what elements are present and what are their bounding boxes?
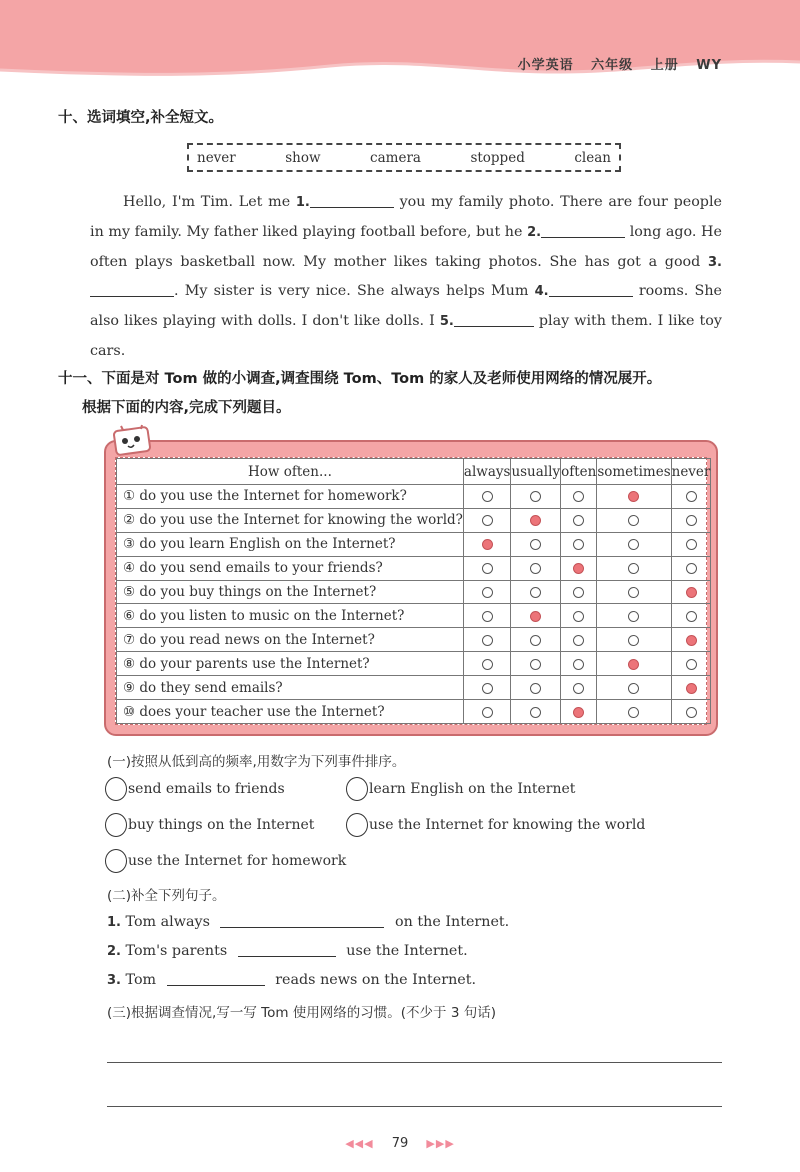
blank-number: 1. xyxy=(295,195,310,210)
header-grade: 六年级 xyxy=(591,58,634,73)
rank-item-label: learn English on the Internet xyxy=(369,781,576,797)
empty-circle-icon xyxy=(482,707,493,718)
selected-circle-icon xyxy=(573,707,584,718)
frequency-cell xyxy=(561,604,597,628)
survey-question: ② do you use the Internet for knowing the world? xyxy=(117,508,464,532)
frequency-cell xyxy=(561,700,597,724)
blank-number: 2. xyxy=(527,224,542,240)
rank-item-label: buy things on the Internet xyxy=(128,817,315,833)
empty-circle-icon xyxy=(573,611,584,622)
table-row xyxy=(117,700,711,724)
part3-title: (三)根据调查情况,写一写 Tom 使用网络的习惯。(不少于 3 句话) xyxy=(107,1005,496,1021)
frequency-cell xyxy=(671,508,711,532)
part2-title: (二)补全下列句子。 xyxy=(107,888,226,904)
frequency-cell xyxy=(671,556,711,580)
rank-item xyxy=(346,777,575,801)
empty-circle-icon xyxy=(686,515,697,526)
frequency-cell xyxy=(463,485,511,509)
survey-question: ④ do you send emails to your friends? xyxy=(117,556,464,580)
passage xyxy=(90,188,722,366)
empty-circle-icon xyxy=(628,563,639,574)
table-row xyxy=(117,532,711,556)
rank-input[interactable] xyxy=(105,813,127,837)
section11-title: 十一、下面是对 Tom 做的小调查,调查围绕 Tom、Tom 的家人及老师使用网络的情况展开。 xyxy=(58,371,662,387)
sentence-text: reads news on the Internet. xyxy=(270,972,477,988)
survey-question: ⑦ do you read news on the Internet? xyxy=(117,628,464,652)
empty-circle-icon xyxy=(482,611,493,622)
word-bank-item: clean xyxy=(574,149,611,166)
passage-text: play with them. I like toy cars. xyxy=(90,313,722,359)
sentence-1 xyxy=(107,913,509,930)
frequency-cell xyxy=(597,485,671,509)
frequency-cell xyxy=(463,556,511,580)
part1-title: (一)按照从低到高的频率,用数字为下列事件排序。 xyxy=(107,754,406,770)
empty-circle-icon xyxy=(530,659,541,670)
frequency-cell xyxy=(463,532,511,556)
empty-circle-icon xyxy=(686,539,697,550)
table-header-always: always xyxy=(463,459,511,485)
empty-circle-icon xyxy=(482,491,493,502)
empty-circle-icon xyxy=(482,683,493,694)
table-row xyxy=(117,556,711,580)
table-header-usually: usually xyxy=(511,459,561,485)
frequency-cell xyxy=(511,628,561,652)
blank-5[interactable] xyxy=(454,312,534,327)
empty-circle-icon xyxy=(482,659,493,670)
selected-circle-icon xyxy=(530,611,541,622)
frequency-cell xyxy=(597,508,671,532)
empty-circle-icon xyxy=(530,491,541,502)
frequency-cell xyxy=(561,676,597,700)
selected-circle-icon xyxy=(686,587,697,598)
survey-question: ⑥ do you listen to music on the Internet? xyxy=(117,604,464,628)
frequency-cell xyxy=(511,604,561,628)
empty-circle-icon xyxy=(628,539,639,550)
frequency-cell xyxy=(463,652,511,676)
frequency-cell xyxy=(561,485,597,509)
frequency-cell xyxy=(597,604,671,628)
frequency-cell xyxy=(561,628,597,652)
word-bank-item: camera xyxy=(370,149,421,166)
frequency-cell xyxy=(597,628,671,652)
empty-circle-icon xyxy=(573,659,584,670)
word-bank xyxy=(187,143,621,172)
rank-item xyxy=(346,813,645,837)
blank-number: 3. xyxy=(708,254,722,270)
passage-text: you my family photo. There are four people in my family. My father liked playing football before, but he xyxy=(90,194,722,240)
empty-circle-icon xyxy=(686,611,697,622)
empty-circle-icon xyxy=(482,635,493,646)
empty-circle-icon xyxy=(628,635,639,646)
selected-circle-icon xyxy=(686,635,697,646)
section11-title-line2: 根据下面的内容,完成下列题目。 xyxy=(82,400,291,416)
selected-circle-icon xyxy=(628,491,639,502)
word-bank-item: show xyxy=(285,149,321,166)
frequency-cell xyxy=(671,700,711,724)
sentence-text: Tom's parents xyxy=(120,943,232,959)
table-row xyxy=(117,580,711,604)
survey-table xyxy=(116,458,711,724)
frequency-cell xyxy=(511,508,561,532)
selected-circle-icon xyxy=(573,563,584,574)
frequency-cell xyxy=(511,676,561,700)
empty-circle-icon xyxy=(482,587,493,598)
table-row xyxy=(117,508,711,532)
table-row xyxy=(117,604,711,628)
sentence-blank[interactable] xyxy=(238,942,336,957)
survey-question: ⑨ do they send emails? xyxy=(117,676,464,700)
empty-circle-icon xyxy=(573,539,584,550)
empty-circle-icon xyxy=(573,515,584,526)
blank-number: 5. xyxy=(439,314,454,330)
frequency-cell xyxy=(511,556,561,580)
rank-input[interactable] xyxy=(346,777,368,801)
empty-circle-icon xyxy=(573,683,584,694)
frequency-cell xyxy=(671,532,711,556)
sentence-text: on the Internet. xyxy=(390,914,510,930)
frequency-cell xyxy=(561,508,597,532)
frequency-cell xyxy=(597,556,671,580)
rank-input[interactable] xyxy=(105,777,127,801)
writing-line[interactable] xyxy=(107,1062,722,1063)
rank-item xyxy=(105,849,346,873)
table-header-never: never xyxy=(671,459,711,485)
frequency-cell xyxy=(671,628,711,652)
frequency-cell xyxy=(597,532,671,556)
rank-item-label: send emails to friends xyxy=(128,781,285,797)
rank-input[interactable] xyxy=(346,813,368,837)
sentence-number: 2. xyxy=(107,944,121,959)
empty-circle-icon xyxy=(573,635,584,646)
empty-circle-icon xyxy=(482,515,493,526)
table-row xyxy=(117,652,711,676)
frequency-cell xyxy=(511,485,561,509)
survey-frame xyxy=(104,440,718,736)
survey-question: ⑩ does your teacher use the Internet? xyxy=(117,700,464,724)
empty-circle-icon xyxy=(573,587,584,598)
empty-circle-icon xyxy=(628,515,639,526)
empty-circle-icon xyxy=(628,587,639,598)
frequency-cell xyxy=(463,700,511,724)
section10-title: 十、选词填空,补全短文。 xyxy=(58,110,224,126)
empty-circle-icon xyxy=(530,539,541,550)
blank-3[interactable] xyxy=(90,282,174,297)
table-header-sometimes: sometimes xyxy=(597,459,671,485)
blank-4[interactable] xyxy=(549,282,633,297)
page-footer xyxy=(0,1136,800,1151)
passage-text: . My sister is very nice. She always helps Mum xyxy=(174,283,535,300)
selected-circle-icon xyxy=(482,539,493,550)
frequency-cell xyxy=(671,580,711,604)
rank-input[interactable] xyxy=(105,849,127,873)
frequency-cell xyxy=(511,532,561,556)
survey-question: ⑧ do your parents use the Internet? xyxy=(117,652,464,676)
selected-circle-icon xyxy=(628,659,639,670)
blank-number: 4. xyxy=(534,284,549,300)
header-info xyxy=(518,54,722,73)
passage-text: long ago. He often plays basketball now. My mother likes taking photos. She has got a good xyxy=(90,223,722,270)
frequency-cell xyxy=(561,556,597,580)
empty-circle-icon xyxy=(530,563,541,574)
sentence-3 xyxy=(107,971,476,988)
frequency-cell xyxy=(463,580,511,604)
frequency-cell xyxy=(671,652,711,676)
empty-circle-icon xyxy=(573,491,584,502)
frequency-cell xyxy=(561,532,597,556)
frequency-cell xyxy=(597,652,671,676)
empty-circle-icon xyxy=(482,563,493,574)
sentence-number: 3. xyxy=(107,973,121,988)
passage-text: rooms. She also likes playing with dolls. I don't like dolls. I xyxy=(90,283,722,330)
frequency-cell xyxy=(511,652,561,676)
frequency-cell xyxy=(561,580,597,604)
empty-circle-icon xyxy=(686,563,697,574)
empty-circle-icon xyxy=(530,587,541,598)
writing-line[interactable] xyxy=(107,1106,722,1107)
mascot-icon xyxy=(112,424,154,458)
table-row xyxy=(117,628,711,652)
table-row xyxy=(117,485,711,509)
frequency-cell xyxy=(463,604,511,628)
frequency-cell xyxy=(463,676,511,700)
frequency-cell xyxy=(463,628,511,652)
header-edition: WY xyxy=(696,58,722,73)
blank-1[interactable] xyxy=(310,193,394,208)
empty-circle-icon xyxy=(530,707,541,718)
sentence-blank[interactable] xyxy=(167,971,265,986)
frequency-cell xyxy=(671,604,711,628)
word-bank-item: never xyxy=(197,149,236,166)
table-row xyxy=(117,676,711,700)
header-volume: 上册 xyxy=(650,58,679,73)
empty-circle-icon xyxy=(628,707,639,718)
frequency-cell xyxy=(671,676,711,700)
sentence-blank[interactable] xyxy=(220,913,384,928)
survey-question: ⑤ do you buy things on the Internet? xyxy=(117,580,464,604)
empty-circle-icon xyxy=(686,491,697,502)
word-bank-item: stopped xyxy=(470,149,525,166)
frequency-cell xyxy=(597,676,671,700)
rank-item xyxy=(105,813,314,837)
header-subject: 小学英语 xyxy=(517,58,574,73)
frequency-cell xyxy=(597,580,671,604)
table-header-question: How often... xyxy=(117,459,464,485)
right-arrows-icon: ▶▶▶ xyxy=(426,1137,455,1150)
frequency-cell xyxy=(511,700,561,724)
selected-circle-icon xyxy=(530,515,541,526)
sentence-text: use the Internet. xyxy=(341,943,468,959)
rank-item-label: use the Internet for homework xyxy=(128,853,347,869)
frequency-cell xyxy=(671,485,711,509)
empty-circle-icon xyxy=(530,683,541,694)
passage-text: Hello, I'm Tim. Let me xyxy=(123,194,296,210)
left-arrows-icon: ◀◀◀ xyxy=(345,1137,374,1150)
selected-circle-icon xyxy=(686,683,697,694)
frequency-cell xyxy=(511,580,561,604)
empty-circle-icon xyxy=(628,611,639,622)
blank-2[interactable] xyxy=(541,223,625,238)
sentence-number: 1. xyxy=(107,915,121,930)
page-number: 79 xyxy=(391,1136,409,1151)
frequency-cell xyxy=(597,700,671,724)
empty-circle-icon xyxy=(530,635,541,646)
empty-circle-icon xyxy=(628,683,639,694)
rank-item xyxy=(105,777,285,801)
empty-circle-icon xyxy=(686,659,697,670)
rank-item-label: use the Internet for knowing the world xyxy=(369,817,646,833)
sentence-2 xyxy=(107,942,468,959)
sentence-text: Tom xyxy=(120,972,161,988)
survey-question: ③ do you learn English on the Internet? xyxy=(117,532,464,556)
empty-circle-icon xyxy=(686,707,697,718)
frequency-cell xyxy=(463,508,511,532)
table-header-often: often xyxy=(561,459,597,485)
header-banner xyxy=(0,0,800,90)
sentence-text: Tom always xyxy=(120,914,215,930)
survey-question: ① do you use the Internet for homework? xyxy=(117,485,464,509)
frequency-cell xyxy=(561,652,597,676)
survey-table-container xyxy=(115,457,711,725)
